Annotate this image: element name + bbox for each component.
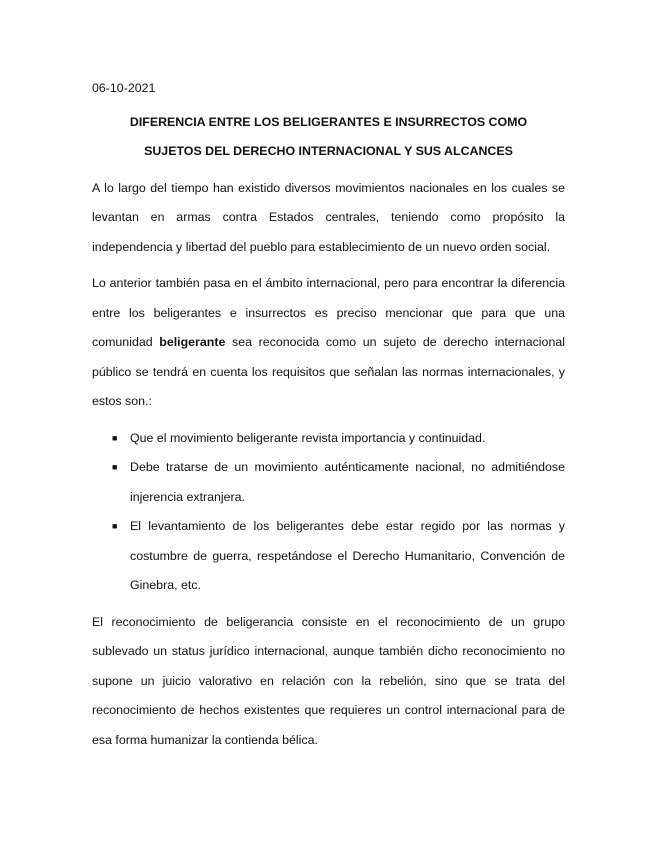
document-date: 06-10-2021	[92, 81, 156, 95]
square-bullet-icon: ■	[112, 521, 118, 531]
list-item-text: Debe tratarse de un movimiento auténticamente nacional, no admitiéndose injerencia extranjera.	[130, 460, 565, 504]
list-item-text: Que el movimiento beligerante revista importancia y continuidad.	[130, 430, 486, 445]
paragraph-2-text-start: Lo anterior también pasa en el ámbito internacional, pero para encontrar la diferencia entre los beligerantes e insurrectos es preciso mencionar que para que una comunidad	[92, 276, 565, 349]
list-item	[92, 512, 565, 601]
title-line-2: SUJETOS DEL DERECHO INTERNACIONAL Y SUS ALCANCES	[144, 144, 513, 158]
title-line-1: DIFERENCIA ENTRE LOS BELIGERANTES E INSURRECTOS COMO	[129, 114, 528, 129]
square-bullet-icon: ■	[112, 462, 118, 472]
document-body	[92, 74, 565, 762]
paragraph-2	[92, 269, 565, 417]
document-title	[92, 108, 565, 167]
list-item	[92, 453, 565, 512]
paragraph-2-text-end: sea reconocida como un sujeto de derecho internacional público se tendrá en cuenta los requisitos que señalan las normas internacionales, y estos son.:	[92, 335, 565, 408]
list-item	[92, 424, 565, 454]
square-bullet-icon: ■	[112, 432, 118, 443]
requirements-list	[92, 424, 565, 601]
paragraph-3: El reconocimiento de beligerancia consiste en el reconocimiento de un grupo sublevado un status jurídico internacional, aunque también dicho reconocimiento no supone un juicio valorativo en relación con la rebelión, sino que se trata del reconocimiento de hechos existentes que requieres un control internacional para de esa forma humanizar la contienda bélica.	[92, 614, 565, 747]
bold-term-beligerante: beligerante	[159, 335, 226, 349]
list-item-text: El levantamiento de los beligerantes debe estar regido por las normas y costumbre de guerra, respetándose el Derecho Humanitario, Convención de Ginebra, etc.	[130, 519, 565, 592]
paragraph-1: A lo largo del tiempo han existido diversos movimientos nacionales en los cuales se levantan en armas contra Estados centrales, teniendo como propósito la independencia y libertad del pueblo para establecimiento de un nuevo orden social.	[92, 180, 565, 254]
